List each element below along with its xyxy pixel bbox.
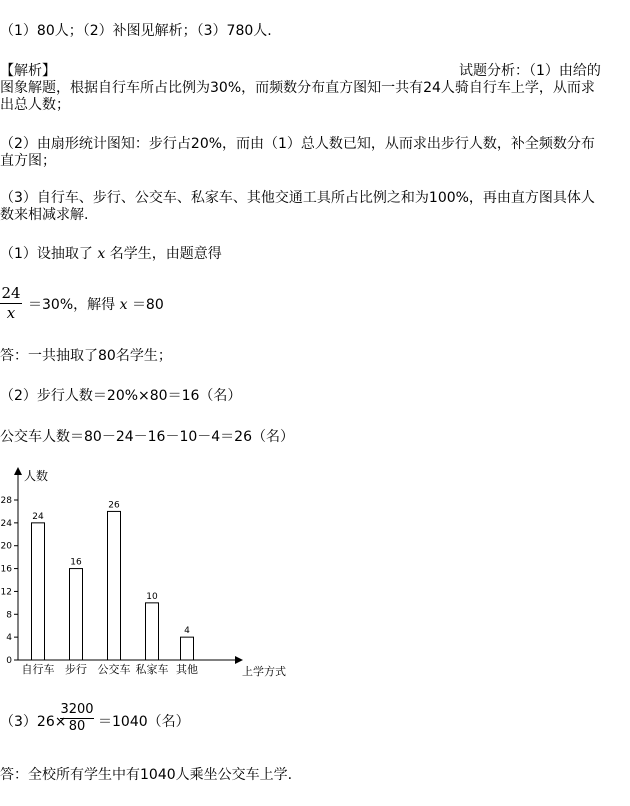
category-label: 自行车: [21, 663, 55, 676]
bar-value-label: 10: [146, 591, 158, 602]
y-tick-label: 16: [0, 564, 12, 575]
y-tick-label: 24: [0, 518, 12, 529]
variable-x: x: [97, 246, 106, 262]
category-label: 其他: [176, 663, 198, 676]
fraction2-numerator: 3200: [60, 702, 94, 717]
solution-step2: （2）步行人数＝20%×80＝16（名）: [0, 388, 242, 404]
bar-value-label: 24: [32, 511, 44, 522]
category-label: 公交车: [97, 663, 131, 676]
y-tick-label: 4: [6, 633, 12, 644]
y-tick-label: 0: [6, 656, 12, 666]
y-axis-label: 人数: [24, 469, 49, 483]
analysis-p3-line2: 数来相减求解.: [0, 207, 89, 223]
bar-value-label: 26: [108, 500, 120, 511]
eq1-variable-x: x: [119, 297, 128, 313]
fraction-numerator: 24: [1, 284, 21, 302]
analysis-p2-line2: 直方图；: [0, 153, 56, 169]
solution-step1: [0, 245, 222, 263]
bar-1: [32, 523, 45, 660]
bar-value-label: 4: [184, 626, 190, 637]
y-tick-label: 8: [6, 610, 12, 621]
y-tick-label: 12: [0, 587, 12, 598]
bar-5: [181, 637, 194, 660]
bar-4: [146, 603, 159, 660]
equation-1: [28, 296, 164, 314]
solution-step3-prefix: （3）26×: [0, 714, 67, 730]
step1-text-a: （1）设抽取了: [0, 246, 93, 262]
analysis-header: 【解析】: [0, 63, 56, 79]
x-axis-label: 上学方式: [242, 665, 286, 678]
bar-2: [70, 569, 83, 660]
eq1-value: ＝80: [131, 297, 164, 313]
analysis-label: 试题分析：（1）由给的: [459, 63, 601, 79]
solution-step3-result: ＝1040（名）: [98, 714, 190, 730]
fraction-24-over-x: [0, 284, 22, 322]
analysis-p1-line1: 图象解题，根据自行车所占比例为30%，而频数分布直方图知一共有24人骑自行车上学，从而求: [0, 80, 595, 96]
fraction-denominator: x: [6, 304, 16, 322]
category-label: 步行: [65, 663, 87, 676]
step1-text-b: 名学生，由题意得: [109, 246, 222, 262]
y-tick-label: 28: [0, 496, 12, 506]
fraction-3200-over-80: [60, 702, 94, 734]
bar-3: [108, 511, 121, 660]
category-label: 私家车: [135, 663, 169, 676]
answer-3: 答：全校所有学生中有1040人乘坐公交车上学.: [0, 767, 293, 783]
bar-value-label: 16: [70, 557, 82, 568]
analysis-p1-line2: 出总人数；: [0, 97, 70, 113]
y-tick-label: 20: [0, 541, 12, 552]
fraction2-denominator: 80: [68, 719, 86, 734]
bar-chart: [0, 462, 300, 682]
eq1-text: ＝30%，解得: [28, 297, 116, 313]
answer-summary: （1）80人；（2）补图见解析；（3）780人.: [0, 23, 272, 39]
bus-count: 公交车人数＝80－24－16－10－4＝26（名）: [0, 429, 294, 445]
analysis-p3-line1: （3）自行车、步行、公交车、私家车、其他交通工具所占比例之和为100%，再由直方图具体人: [0, 190, 595, 206]
answer-1: 答：一共抽取了80名学生；: [0, 348, 172, 364]
analysis-p2-line1: （2）由扇形统计图知：步行占20%，而由（1）总人数已知，从而求出步行人数，补全频数分布: [0, 136, 595, 152]
